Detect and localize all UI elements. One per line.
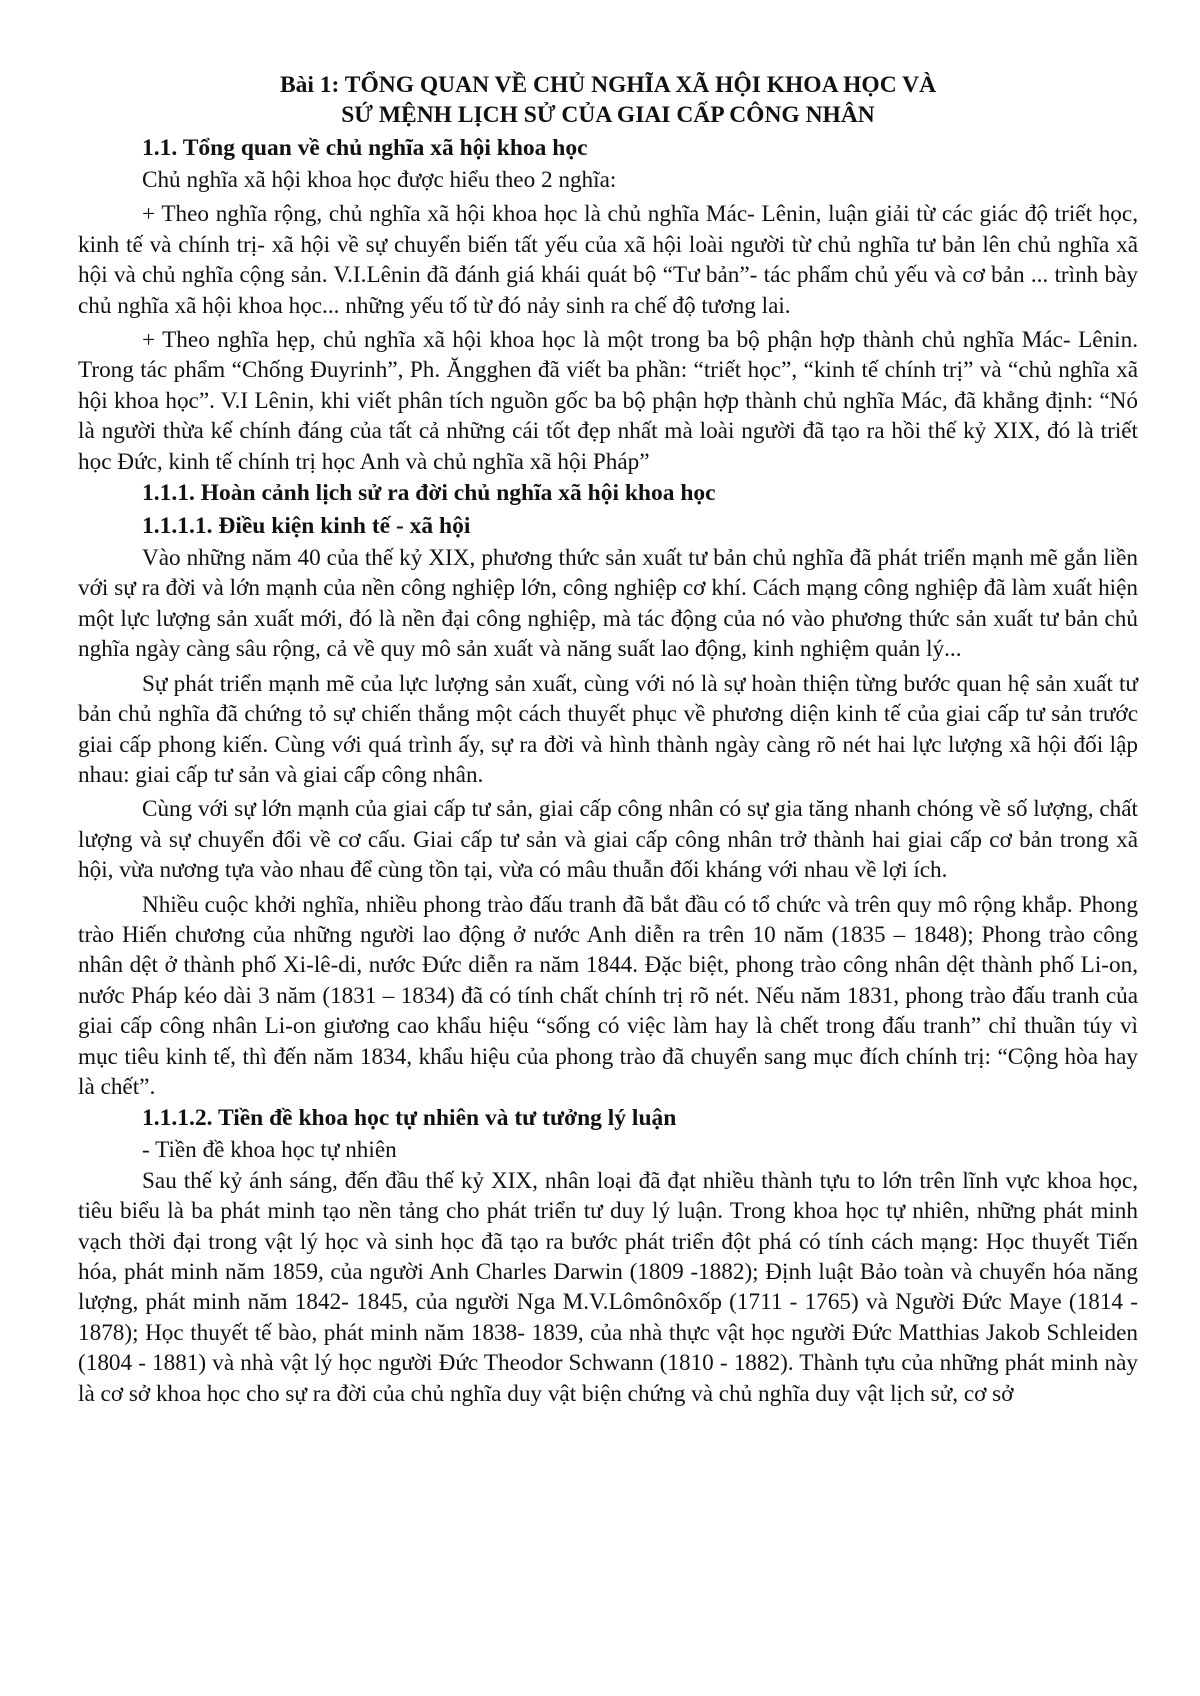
- subheading-natural-science: - Tiền đề khoa học tự nhiên: [142, 1137, 397, 1164]
- paragraph-science: Sau thế kỷ ánh sáng, đến đầu thế kỷ XIX, nhân loại đã đạt nhiều thành tựu to lớn trên lĩnh vực khoa học, tiêu biểu là ba phát minh tạo nền tảng cho phát triển tư duy lý luận. Trong khoa học tự nhiên, những phát minh vạch thời đại trong vật lý học và sinh học đã tạo ra bước phát triển đột phá có tính cách mạng: Học thuyết Tiến hóa, phát minh năm 1859, của người Anh Charles Darwin (1809 -1882); Định luật Bảo toàn và chuyển hóa năng lượng, phát minh năm 1842- 1845, của người Nga M.V.Lômônôxốp (1711 - 1765) và Người Đức Maye (1814 - 1878); Học thuyết tế bào, phát minh năm 1838- 1839, của nhà thực vật học người Đức Matthias Jakob Schleiden (1804 - 1881) và nhà vật lý học người Đức Theodor Schwann (1810 - 1882). Thành tựu của những phát minh này là cơ sở khoa học cho sự ra đời của chủ nghĩa duy vật biện chứng và chủ nghĩa duy vật lịch sử, cơ sở: [78, 1167, 1138, 1407]
- heading-1-1: 1.1. Tổng quan về chủ nghĩa xã hội khoa học: [142, 135, 588, 161]
- chapter-title-line-1: Bài 1: TỔNG QUAN VỀ CHỦ NGHĨA XÃ HỘI KHOA HỌC VÀ: [279, 72, 937, 98]
- heading-1-1-1-1: 1.1.1.1. Điều kiện kinh tế - xã hội: [142, 513, 471, 540]
- paragraph-broad-meaning: + Theo nghĩa rộng, chủ nghĩa xã hội khoa học là chủ nghĩa Mác- Lênin, luận giải từ các giác độ triết học, kinh tế và chính trị- xã hội về sự chuyển biến tất yếu của xã hội loài người từ chủ nghĩa tư bản lên chủ nghĩa xã hội và chủ nghĩa cộng sản. V.I.Lênin đã đánh giá khái quát bộ “Tư bản”- tác phẩm chủ yếu và cơ bản ... trình bày chủ nghĩa xã hội khoa học... những yếu tố từ đó nảy sinh ra chế độ tương lai.: [78, 201, 1138, 319]
- paragraph-economic-1: Vào những năm 40 của thế kỷ XIX, phương thức sản xuất tư bản chủ nghĩa đã phát triển mạnh mẽ gắn liền với sự ra đời và lớn mạnh của nền công nghiệp lớn, công nghiệp cơ khí. Cách mạng công nghiệp đã làm xuất hiện một lực lượng sản xuất mới, đó là nền đại công nghiệp, mà tác động của nó vào phương thức sản xuất tư bản chủ nghĩa ngày càng sâu rộng, cả về quy mô sản xuất và năng suất lao động, kinh nghiệm quản lý...: [78, 545, 1138, 663]
- paragraph-narrow-meaning: + Theo nghĩa hẹp, chủ nghĩa xã hội khoa học là một trong ba bộ phận hợp thành chủ nghĩa Mác- Lênin. Trong tác phẩm “Chống Đuyrinh”, Ph. Ăngghen đã viết ba phần: “triết học”, “kinh tế chính trị” và “chủ nghĩa xã hội khoa học”. V.I Lênin, khi viết phân tích nguồn gốc ba bộ phận hợp thành chủ nghĩa Mác, đã khẳng định: “Nó là người thừa kế chính đáng của tất cả những cái tốt đẹp nhất mà loài người đã tạo ra hồi thế kỷ XIX, đó là triết học Đức, kinh tế chính trị học Anh và chủ nghĩa xã hội Pháp”: [78, 327, 1138, 475]
- heading-1-1-1-2: 1.1.1.2. Tiền đề khoa học tự nhiên và tư tưởng lý luận: [142, 1105, 677, 1132]
- paragraph-economic-3: Cùng với sự lớn mạnh của giai cấp tư sản, giai cấp công nhân có sự gia tăng nhanh chóng về số lượng, chất lượng và sự chuyển đổi về cơ cấu. Giai cấp tư sản và giai cấp công nhân trở thành hai giai cấp cơ bản trong xã hội, vừa nương tựa vào nhau để cùng tồn tại, vừa có mâu thuẫn đối kháng với nhau về lợi ích.: [78, 796, 1138, 884]
- paragraph-economic-4: Nhiều cuộc khởi nghĩa, nhiều phong trào đấu tranh đã bắt đầu có tổ chức và trên quy mô rộng khắp. Phong trào Hiến chương của những người lao động ở nước Anh diễn ra trên 10 năm (1835 – 1848); Phong trào công nhân dệt ở thành phố Xi-lê-di, nước Đức diễn ra năm 1844. Đặc biệt, phong trào công nhân dệt thành phố Li-on, nước Pháp kéo dài 3 năm (1831 – 1834) đã có tính chất chính trị rõ nét. Nếu năm 1831, phong trào đấu tranh của giai cấp công nhân Li-on giương cao khẩu hiệu “sống có việc làm hay là chết trong đấu tranh” chỉ thuần túy vì mục tiêu kinh tế, thì đến năm 1834, khẩu hiệu của phong trào đã chuyển sang mục đích chính trị: “Cộng hòa hay là chết”.: [78, 891, 1138, 1100]
- paragraph-economic-2: Sự phát triển mạnh mẽ của lực lượng sản xuất, cùng với nó là sự hoàn thiện từng bước quan hệ sản xuất tư bản chủ nghĩa đã chứng tỏ sự chiến thắng một cách thuyết phục về phương diện kinh tế của giai cấp tư sản trước giai cấp phong kiến. Cùng với quá trình ấy, sự ra đời và hình thành ngày càng rõ nét hai lực lượng xã hội đối lập nhau: giai cấp tư sản và giai cấp công nhân.: [78, 670, 1138, 788]
- chapter-title: [78, 70, 1138, 130]
- intro-paragraph: Chủ nghĩa xã hội khoa học được hiểu theo 2 nghĩa:: [142, 167, 617, 193]
- chapter-title-line-2: SỨ MỆNH LỊCH SỬ CỦA GIAI CẤP CÔNG NHÂN: [341, 102, 875, 128]
- heading-1-1-1: 1.1.1. Hoàn cảnh lịch sử ra đời chủ nghĩa xã hội khoa học: [142, 480, 716, 507]
- document-page: [78, 70, 1138, 1409]
